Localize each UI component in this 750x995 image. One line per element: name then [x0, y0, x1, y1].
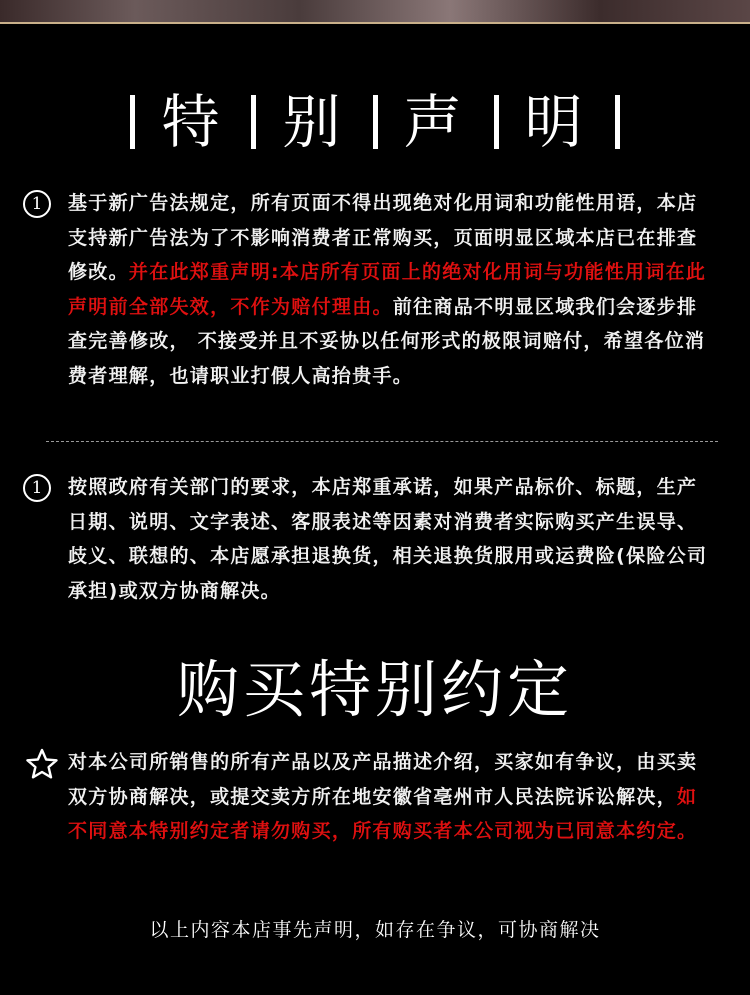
- agreement-highlight: 如不同意本特别约定者请勿购买，所有购买者本公司视为已同意本约定。: [68, 785, 698, 842]
- statement-text: 前往商品不明显区域我们会逐步排查完善修改， 不接受并且不妥协以任何形式的极限词赔付，希望各位消费者理解，也请职业打假人高抬贵手。: [68, 295, 706, 387]
- purchase-agreement-title: 购买特别约定: [176, 653, 573, 726]
- agreement-text: 对本公司所销售的所有产品以及产品描述介绍，买家如有争议，由买卖双方协商解决，或提交卖方所在地安徽省亳州市人民法院诉讼解决，: [68, 751, 698, 808]
- title-char: 特: [161, 87, 226, 156]
- dashed-divider: [46, 441, 718, 442]
- statement-paragraph-1: [68, 186, 708, 393]
- title-separator: [130, 95, 135, 149]
- circled-number-1-icon: 1: [23, 474, 51, 502]
- title-separator: [251, 95, 256, 149]
- statement-highlight: 并在此郑重声明:本店所有页面上的绝对化用词与功能性用词在此声明前全部失效，不作为赔付理由。: [68, 261, 707, 318]
- title-char: 别: [282, 87, 347, 156]
- statement-text: 基于新广告法规定，所有页面不得出现绝对化用词和功能性用语，本店支持新广告法为了不影响消费者正常购买，页面明显区域本店已在排查修改。: [68, 192, 698, 283]
- title-char: 声: [403, 87, 468, 156]
- star-outline-icon: [26, 748, 58, 780]
- title-separator: [494, 95, 499, 149]
- footer-note: 以上内容本店事先声明，如存在争议，可协商解决: [149, 919, 601, 941]
- title-separator: [373, 95, 378, 149]
- title-separator: [615, 95, 620, 149]
- statement-paragraph-2: [68, 470, 708, 608]
- special-statement-title: [0, 82, 750, 157]
- statement-text: 按照政府有关部门的要求，本店郑重承诺，如果产品标价、标题，生产日期、说明、文字表述、客服表述等因素对消费者实际购买产生误导、歧义、联想的、本店愿承担退换货，相关退换货服用或运费险(保险公司承担)或双方协商解决。: [68, 476, 708, 602]
- agreement-paragraph: [68, 745, 708, 849]
- title-char: 明: [524, 87, 589, 156]
- circled-number-1-icon: 1: [23, 190, 51, 218]
- top-banner-image-strip: [0, 0, 750, 24]
